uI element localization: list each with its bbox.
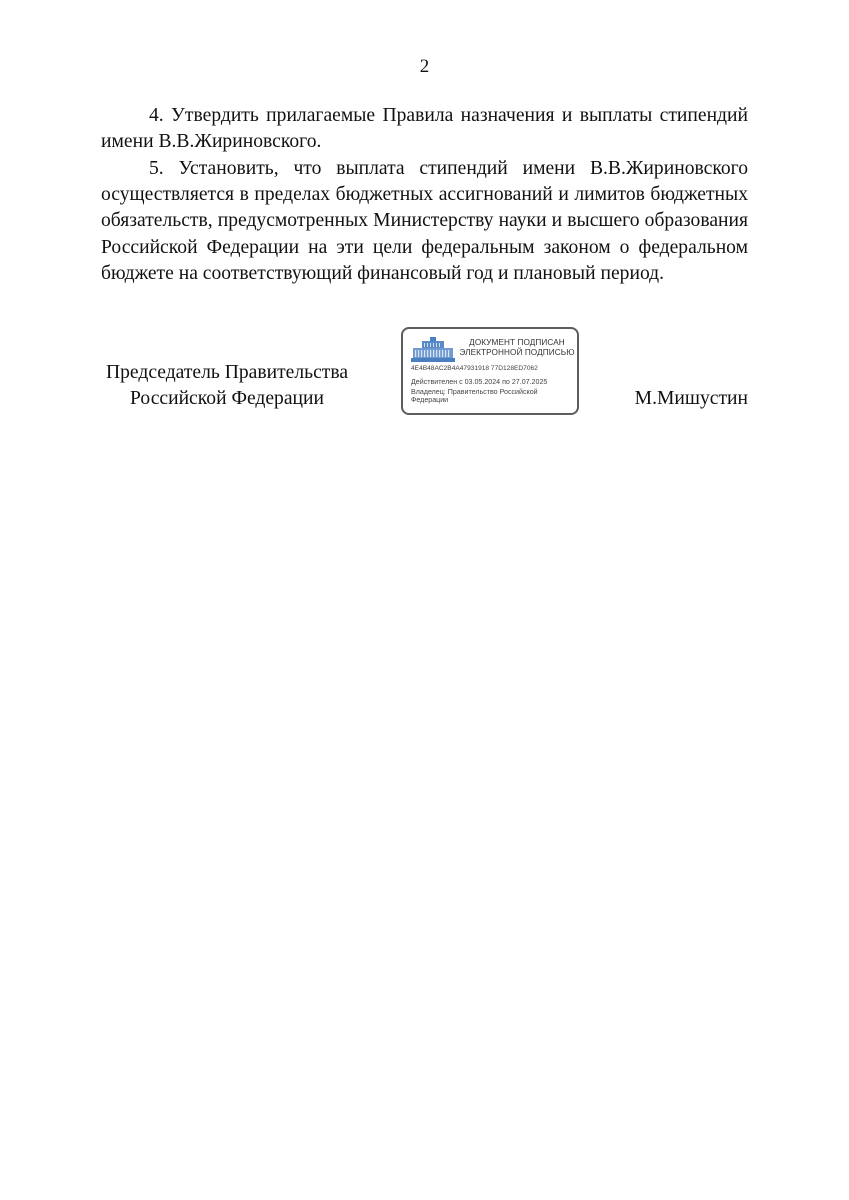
stamp-heading <box>455 338 579 358</box>
signer-position-line-2: Российской Федерации <box>130 388 324 409</box>
paragraph-5: 5. Установить, что выплата стипендий имени В.В.Жириновского осуществляется в пределах бюджетных ассигнований и лимитов бюджетных обязательств, предусмотренных Министерству науки и высшего образования Российской Федерации на эти цели федеральным законом о федеральном бюджете на соответствующий финансовый год и плановый период. <box>101 158 748 284</box>
signer-position-line-1: Председатель Правительства <box>105 362 349 383</box>
signer-position <box>101 360 353 412</box>
stamp-certificate-serial: 4E4B48AC2B4A47931918 77D128ED7062 <box>411 365 538 372</box>
signer-name: М.Мишустин <box>634 388 748 409</box>
stamp-heading-line-1: ДОКУМЕНТ ПОДПИСАН <box>469 338 565 347</box>
government-building-icon <box>410 336 456 364</box>
page-number: 2 <box>419 56 430 77</box>
stamp-owner: Владелец: Правительство Российской Федерации <box>411 388 538 405</box>
electronic-signature-stamp <box>401 327 579 415</box>
stamp-heading-line-2: ЭЛЕКТРОННОЙ ПОДПИСЬЮ <box>459 348 575 357</box>
paragraph-4: 4. Утвердить прилагаемые Правила назначения и выплаты стипендий имени В.В.Жириновского. <box>101 105 748 153</box>
stamp-validity-period: Действителен с 03.05.2024 по 27.07.2025 <box>411 378 548 386</box>
